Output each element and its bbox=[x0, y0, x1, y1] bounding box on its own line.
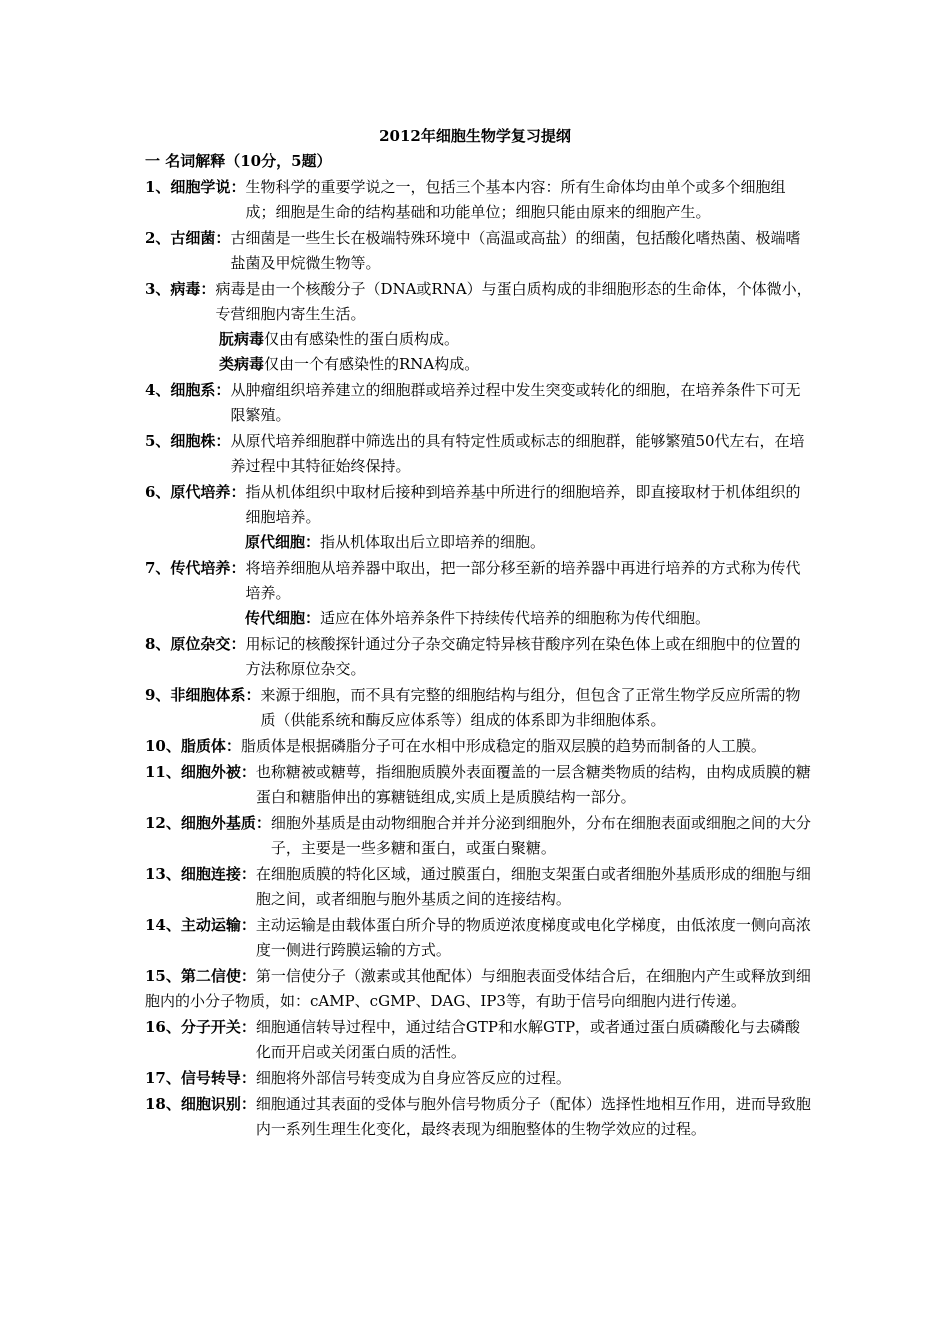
term-entry bbox=[145, 632, 815, 682]
term-label: 2、古细菌： bbox=[145, 229, 231, 247]
term-label: 7、传代培养： bbox=[145, 559, 246, 577]
sub-term bbox=[145, 352, 815, 377]
term-entry bbox=[145, 964, 815, 1014]
sub-term bbox=[145, 327, 815, 352]
sub-term-label: 传代细胞： bbox=[245, 609, 321, 627]
sub-term-definition: 指从机体取出后立即培养的细胞。 bbox=[320, 533, 546, 551]
term-entry bbox=[145, 811, 815, 861]
term-entry bbox=[145, 429, 815, 479]
term-label: 11、细胞外被： bbox=[145, 763, 256, 781]
document-title: 2012年细胞生物学复习提纲 bbox=[379, 127, 571, 145]
term-entry bbox=[145, 760, 815, 810]
sub-term-definition: 仅由有感染性的蛋白质构成。 bbox=[264, 330, 460, 348]
term-label: 10、脂质体： bbox=[145, 737, 241, 755]
term-label: 8、原位杂交： bbox=[145, 635, 246, 653]
sub-term bbox=[145, 530, 815, 555]
term-entry bbox=[145, 683, 815, 733]
term-definition: 主动运输是由载体蛋白所介导的物质逆浓度梯度或电化学梯度，由低浓度一侧向高浓度一侧进行跨膜运输的方式。 bbox=[255, 916, 811, 959]
term-label: 6、原代培养： bbox=[145, 483, 246, 501]
term-definition: 病毒是由一个核酸分子（DNA或RNA）与蛋白质构成的非细胞形态的生命体，个体微小，专营细胞内寄生生活。 bbox=[215, 280, 812, 323]
term-label: 15、第二信使： bbox=[145, 967, 256, 985]
term-entry bbox=[145, 226, 815, 276]
term-entry bbox=[145, 1092, 815, 1142]
term-label: 17、信号转导： bbox=[145, 1069, 256, 1087]
term-definition: 生物科学的重要学说之一，包括三个基本内容：所有生命体均由单个或多个细胞组成；细胞是生命的结构基础和功能单位；细胞只能由原来的细胞产生。 bbox=[245, 178, 786, 221]
term-label: 1、细胞学说： bbox=[145, 178, 246, 196]
term-definition: 也称糖被或糖萼，指细胞质膜外表面覆盖的一层含糖类物质的结构，由构成质膜的糖蛋白和糖脂伸出的寡糖链组成,实质上是质膜结构一部分。 bbox=[255, 763, 811, 806]
term-entry bbox=[145, 1066, 815, 1091]
term-definition: 第一信使分子（激素或其他配体）与细胞表面受体结合后，在细胞内产生或释放到细胞内的小分子物质，如：cAMP、cGMP、DAG、IP3等，有助于信号向细胞内进行传递。 bbox=[145, 967, 811, 1010]
term-definition: 古细菌是一些生长在极端特殊环境中（高温或高盐）的细菌，包括酸化嗜热菌、极端嗜盐菌及甲烷微生物等。 bbox=[230, 229, 801, 272]
term-entry bbox=[145, 175, 815, 225]
term-definition: 从肿瘤组织培养建立的细胞群或培养过程中发生突变或转化的细胞，在培养条件下可无限繁殖。 bbox=[230, 381, 801, 424]
term-label: 13、细胞连接： bbox=[145, 865, 256, 883]
term-definition: 来源于细胞，而不具有完整的细胞结构与组分，但包含了正常生物学反应所需的物质（供能系统和酶反应体系等）组成的体系即为非细胞体系。 bbox=[260, 686, 801, 729]
term-label: 9、非细胞体系： bbox=[145, 686, 261, 704]
sub-term bbox=[145, 606, 815, 631]
term-definition: 指从机体组织中取材后接种到培养基中所进行的细胞培养，即直接取材于机体组织的细胞培养。 bbox=[245, 483, 801, 526]
term-label: 16、分子开关： bbox=[145, 1018, 256, 1036]
sub-term-definition: 仅由一个有感染性的RNA构成。 bbox=[264, 355, 480, 373]
term-definition: 细胞外基质是由动物细胞合并并分泌到细胞外，分布在细胞表面或细胞之间的大分子，主要是一些多糖和蛋白，或蛋白聚糖。 bbox=[270, 814, 811, 857]
term-definition: 从原代培养细胞群中筛选出的具有特定性质或标志的细胞群，能够繁殖50代左右，在培养过程中其特征始终保持。 bbox=[230, 432, 805, 475]
term-definition: 细胞通过其表面的受体与胞外信号物质分子（配体）选择性地相互作用，进而导致胞内一系列生理生化变化，最终表现为细胞整体的生物学效应的过程。 bbox=[255, 1095, 811, 1138]
term-list bbox=[145, 175, 815, 1143]
sub-term-label: 朊病毒 bbox=[219, 330, 265, 348]
sub-term-definition: 适应在体外培养条件下持续传代培养的细胞称为传代细胞。 bbox=[320, 609, 711, 627]
term-definition: 在细胞质膜的特化区域，通过膜蛋白，细胞支架蛋白或者细胞外基质形成的细胞与细胞之间，或者细胞与胞外基质之间的连接结构。 bbox=[255, 865, 811, 908]
term-definition: 将培养细胞从培养器中取出，把一部分移至新的培养器中再进行培养的方式称为传代培养。 bbox=[245, 559, 801, 602]
term-definition: 用标记的核酸探针通过分子杂交确定特异核苷酸序列在染色体上或在细胞中的位置的方法称原位杂交。 bbox=[245, 635, 801, 678]
term-label: 4、细胞系： bbox=[145, 381, 231, 399]
term-entry bbox=[145, 277, 815, 377]
term-entry bbox=[145, 1015, 815, 1065]
term-label: 12、细胞外基质： bbox=[145, 814, 271, 832]
term-definition: 细胞将外部信号转变成为自身应答反应的过程。 bbox=[255, 1069, 571, 1087]
term-definition: 细胞通信转导过程中，通过结合GTP和水解GTP，或者通过蛋白质磷酸化与去磷酸化而开启或关闭蛋白质的活性。 bbox=[255, 1018, 801, 1061]
term-label: 18、细胞识别： bbox=[145, 1095, 256, 1113]
sub-term-label: 类病毒 bbox=[219, 355, 265, 373]
term-entry bbox=[145, 913, 815, 963]
term-definition: 脂质体是根据磷脂分子可在水相中形成稳定的脂双层膜的趋势而制备的人工膜。 bbox=[240, 737, 766, 755]
term-entry bbox=[145, 480, 815, 555]
term-entry bbox=[145, 378, 815, 428]
sub-term-label: 原代细胞： bbox=[245, 533, 321, 551]
section-heading: 一 名词解释（10分，5题） bbox=[145, 152, 332, 170]
term-entry bbox=[145, 556, 815, 631]
term-entry bbox=[145, 862, 815, 912]
term-label: 14、主动运输： bbox=[145, 916, 256, 934]
term-label: 5、细胞株： bbox=[145, 432, 231, 450]
term-entry bbox=[145, 734, 815, 759]
term-label: 3、病毒： bbox=[145, 280, 216, 298]
